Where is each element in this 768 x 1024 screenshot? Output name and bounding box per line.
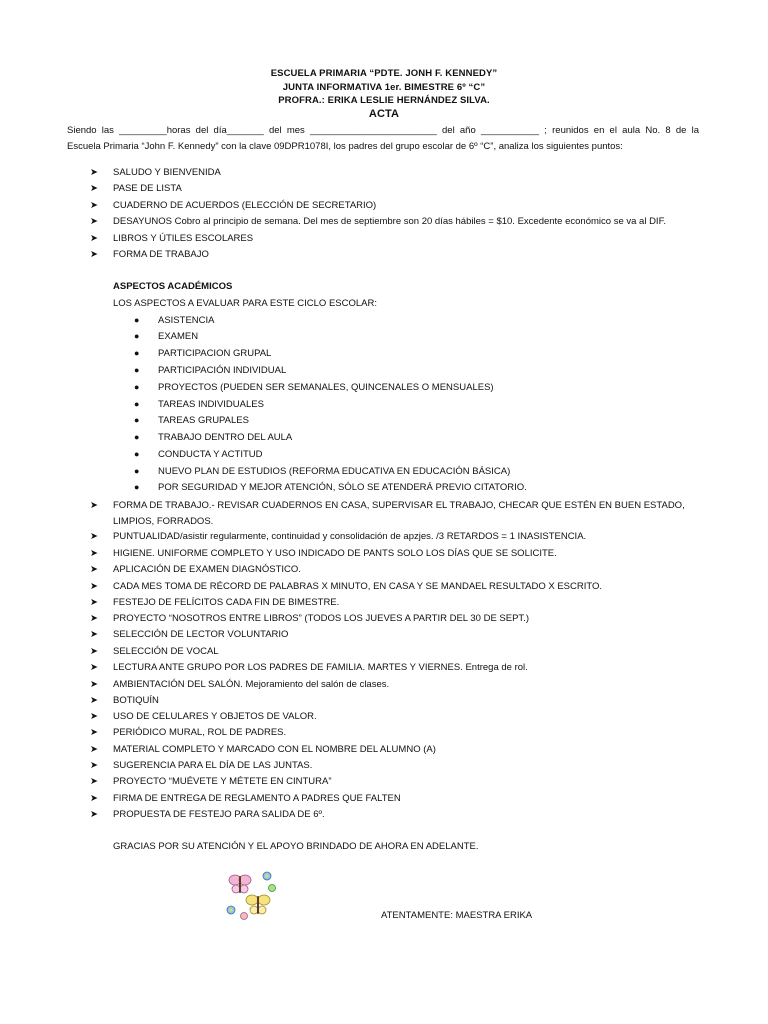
work-method-line-2: LIMPIOS, FORRADOS. xyxy=(113,516,214,527)
arrow-bullet-icon: ➤ xyxy=(90,809,98,820)
round-bullet-icon: ● xyxy=(134,432,140,442)
arrow-bullet-icon: ➤ xyxy=(90,776,98,787)
meeting-title: JUNTA INFORMATIVA 1er. BIMESTRE 6º “C” xyxy=(282,82,486,93)
intro-paragraph xyxy=(67,123,699,155)
round-bullet-icon: ● xyxy=(134,331,140,341)
round-bullet-icon: ● xyxy=(134,382,140,392)
agenda-item: LIBROS Y ÚTILES ESCOLARES xyxy=(113,233,254,244)
point-item: PERIÓDICO MURAL, ROL DE PADRES. xyxy=(113,727,287,738)
point-item: CADA MES TOMA DE RÉCORD DE PALABRAS X MINUTO, EN CASA Y SE MANDAEL RESULTADO X ESCRITO. xyxy=(113,581,603,592)
point-item: HIGIENE. UNIFORME COMPLETO Y USO INDICADO DE PANTS SOLO LOS DÍAS QUE SE SOLICITE. xyxy=(113,548,557,559)
point-item: SELECCIÓN DE LECTOR VOLUNTARIO xyxy=(113,629,289,640)
arrow-bullet-icon: ➤ xyxy=(90,760,98,771)
arrow-bullet-icon: ➤ xyxy=(90,233,98,244)
arrow-bullet-icon: ➤ xyxy=(90,695,98,706)
arrow-bullet-icon: ➤ xyxy=(90,183,98,194)
academic-item: PARTICIPACION GRUPAL xyxy=(158,348,272,359)
academic-item: CONDUCTA Y ACTITUD xyxy=(158,449,263,460)
academic-item: POR SEGURIDAD Y MEJOR ATENCIÓN, SÓLO SE ATENDERÁ PREVIO CITATORIO. xyxy=(158,482,527,493)
closing-text: GRACIAS POR SU ATENCIÓN Y EL APOYO BRINDADO DE AHORA EN ADELANTE. xyxy=(113,841,479,852)
arrow-bullet-icon: ➤ xyxy=(90,564,98,575)
round-bullet-icon: ● xyxy=(134,365,140,375)
signature-line: ATENTAMENTE: MAESTRA ERIKA xyxy=(381,910,533,921)
work-method-line-1: FORMA DE TRABAJO.- REVISAR CUADERNOS EN CASA, SUPERVISAR EL TRABAJO, CHECAR QUE ESTÉN EN BUEN ESTADO, xyxy=(113,500,685,511)
arrow-bullet-icon: ➤ xyxy=(90,531,98,542)
point-item: FIRMA DE ENTREGA DE REGLAMENTO A PADRES QUE FALTEN xyxy=(113,793,401,804)
arrow-bullet-icon: ➤ xyxy=(90,597,98,608)
arrow-bullet-icon: ➤ xyxy=(90,744,98,755)
round-bullet-icon: ● xyxy=(134,315,140,325)
arrow-bullet-icon: ➤ xyxy=(90,613,98,624)
point-item: USO DE CELULARES Y OBJETOS DE VALOR. xyxy=(113,711,317,722)
academic-item: TAREAS GRUPALES xyxy=(158,415,249,426)
round-bullet-icon: ● xyxy=(134,348,140,358)
arrow-bullet-icon: ➤ xyxy=(90,167,98,178)
point-item: PROYECTO “MUÉVETE Y MÉTETE EN CINTURA” xyxy=(113,776,332,787)
agenda-item: CUADERNO DE ACUERDOS (ELECCIÓN DE SECRETARIO) xyxy=(113,200,377,211)
arrow-bullet-icon: ➤ xyxy=(90,581,98,592)
academic-heading: ASPECTOS ACADÉMICOS xyxy=(113,281,233,292)
point-item: MATERIAL COMPLETO Y MARCADO CON EL NOMBRE DEL ALUMNO (A) xyxy=(113,744,436,755)
round-bullet-icon: ● xyxy=(134,399,140,409)
academic-item: TAREAS INDIVIDUALES xyxy=(158,399,264,410)
academic-item: PROYECTOS (PUEDEN SER SEMANALES, QUINCENALES O MENSUALES) xyxy=(158,382,494,393)
academic-item: ASISTENCIA xyxy=(158,315,215,326)
point-item: SELECCIÓN DE VOCAL xyxy=(113,646,219,657)
arrow-bullet-icon: ➤ xyxy=(90,793,98,804)
arrow-bullet-icon: ➤ xyxy=(90,216,98,227)
point-item: FESTEJO DE FELÍCITOS CADA FIN DE BIMESTRE. xyxy=(113,597,340,608)
agenda-item: DESAYUNOS Cobro al principio de semana. Del mes de septiembre son 20 días hábiles = $10. Excedente económico se va al DIF. xyxy=(113,216,666,227)
academic-item: EXAMEN xyxy=(158,331,199,342)
point-item: PROYECTO “NOSOTROS ENTRE LIBROS” (TODOS LOS JUEVES A PARTIR DEL 30 DE SEPT.) xyxy=(113,613,529,624)
point-item: APLICACIÓN DE EXAMEN DIAGNÓSTICO. xyxy=(113,564,301,575)
round-bullet-icon: ● xyxy=(134,466,140,476)
arrow-bullet-icon: ➤ xyxy=(90,711,98,722)
intro-line-2: Escuela Primaria “John F. Kennedy” con la clave 09DPR1078I, los padres del grupo escolar de 6º “C”, analiza los siguientes puntos: xyxy=(67,141,623,152)
point-item: PUNTUALIDAD/asistir regularmente, continuidad y consolidación de apzjes. /3 RETARDOS = 1 INASISTENCIA. xyxy=(113,531,587,542)
teacher-name: PROFRA.: ERIKA LESLIE HERNÁNDEZ SILVA. xyxy=(278,95,490,106)
arrow-bullet-icon: ➤ xyxy=(90,727,98,738)
point-item: BOTIQUÍN xyxy=(113,695,159,706)
school-name: ESCUELA PRIMARIA “PDTE. JONH F. KENNEDY” xyxy=(270,68,498,79)
academic-item: PARTICIPACIÓN INDIVIDUAL xyxy=(158,365,287,376)
point-item: LECTURA ANTE GRUPO POR LOS PADRES DE FAMILIA. MARTES Y VIERNES. Entrega de rol. xyxy=(113,662,528,673)
agenda-item: FORMA DE TRABAJO xyxy=(113,249,209,260)
academic-item: TRABAJO DENTRO DEL AULA xyxy=(158,432,293,443)
point-item: SUGERENCIA PARA EL DÍA DE LAS JUNTAS. xyxy=(113,760,313,771)
arrow-bullet-icon: ➤ xyxy=(90,548,98,559)
arrow-bullet-icon: ➤ xyxy=(90,200,98,211)
agenda-item: PASE DE LISTA xyxy=(113,183,182,194)
arrow-bullet-icon: ➤ xyxy=(90,500,98,511)
butterfly-flowers-icon xyxy=(223,868,279,924)
academic-subheading: LOS ASPECTOS A EVALUAR PARA ESTE CICLO ESCOLAR: xyxy=(113,298,377,309)
point-item: AMBIENTACIÓN DEL SALÓN. Mejoramiento del salón de clases. xyxy=(113,679,390,690)
arrow-bullet-icon: ➤ xyxy=(90,629,98,640)
round-bullet-icon: ● xyxy=(134,415,140,425)
arrow-bullet-icon: ➤ xyxy=(90,662,98,673)
academic-item: NUEVO PLAN DE ESTUDIOS (REFORMA EDUCATIVA EN EDUCACIÓN BÁSICA) xyxy=(158,466,511,477)
intro-line-1: Siendo las _________horas del día_______ del mes ________________________ del año ___________ ; reunidos en el aula No. 8 de la xyxy=(67,125,699,136)
round-bullet-icon: ● xyxy=(134,449,140,459)
arrow-bullet-icon: ➤ xyxy=(90,646,98,657)
document-title: ACTA xyxy=(368,108,400,120)
point-item: PROPUESTA DE FESTEJO PARA SALIDA DE 6º. xyxy=(113,809,325,820)
arrow-bullet-icon: ➤ xyxy=(90,679,98,690)
round-bullet-icon: ● xyxy=(134,482,140,492)
arrow-bullet-icon: ➤ xyxy=(90,249,98,260)
agenda-item: SALUDO Y BIENVENIDA xyxy=(113,167,221,178)
